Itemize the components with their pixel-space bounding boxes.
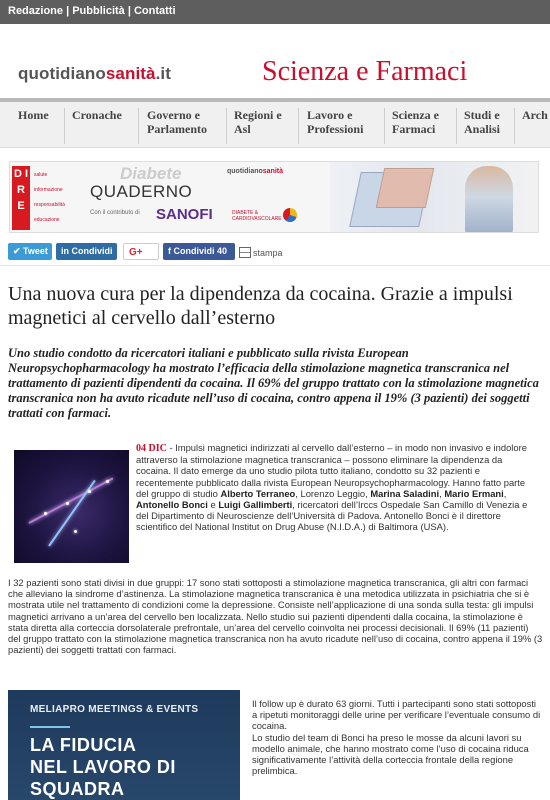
nav-item-lavoro[interactable]: Lavoro e Professioni	[307, 108, 364, 136]
nav-divider	[64, 108, 65, 144]
twitter-bird-icon: ✔	[13, 246, 24, 256]
booklet-image	[376, 168, 435, 208]
top-bar	[0, 0, 550, 24]
article-paragraph-2: I 32 pazienti sono stati divisi in due gruppi: 17 sono stati sottoposti a stimolazione magnetica transcranica, gli altri con farmaci che alleviano la sindrome d’astinenza. La stimolazione magnetica transcranica è una metodica utilizzata in psichiatria che si è mostrata utile nel trattamento di condizioni come la depressione. Consiste nell’applicazione di una sonda sulla testa: gli impulsi magnetici arrivano a un’area del cervello ben localizzata. Nello studio sui pazienti dipendenti dalla cocaina, la stimolazione è stata diretta alla corteccia dorsolaterale prefrontale, un’area del cervello coinvolta nei processi decisionali. Il 69% (11 pazienti) del gruppo trattato con la stimolazione magnetica transcranica non ha avuto ricadute nell’uso di cocaina, contro appena il 19% (3 pazienti) dei soggetti trattati con farmaci.	[8, 577, 543, 656]
nav-item-home[interactable]: Home	[18, 108, 49, 122]
topbar-separator: |	[124, 5, 134, 17]
nav-item-governo[interactable]: Governo e Parlamento	[147, 108, 207, 136]
nav-item-scienza[interactable]: Scienza e Farmaci	[392, 108, 439, 136]
author-name: Marina Saladini	[370, 487, 440, 499]
nav-item-regioni[interactable]: Regioni e Asl	[234, 108, 282, 136]
divider	[0, 265, 550, 266]
tweet-button[interactable]: ✔ Tweet	[8, 243, 52, 260]
nav-divider	[226, 108, 227, 144]
main-nav	[0, 98, 550, 148]
sanofi-mark-icon	[283, 208, 297, 222]
nav-item-cronache[interactable]: Cronache	[72, 108, 122, 122]
article-paragraph-1: 04 DIC - Impulsi magnetici indirizzati al cervello dall’esterno – in modo non invasivo e indolore attraverso la stimolazione magnetica transcranica – possono eliminare la dipendenza da cocaina. Il dato emerge da uno studio pilota tutto italiano, condotto su 32 pazienti e recentemente pubblicato dalla rivista European Neuropsychopharmacology. Hanno fatto parte del gruppo di studio Alberto Terraneo, Lorenzo Leggio, Marina Saladini, Mario Ermani, Antonello Bonci e Luigi Gallimberti, ricercatori dell’Irccs Ospedale San Camillo di Venezia e del Dipartimento di Neuroscienze dell’Università di Padova. Antonello Bonci è il direttore scientifico del National Institut on Drug Abuse (N.I.D.A.) di Baltimora (USA).	[136, 442, 528, 533]
facebook-share-button[interactable]: f Condividi 40	[163, 243, 235, 260]
author-name: Luigi Gallimberti	[218, 499, 293, 511]
author-name: Mario Ermani	[444, 487, 504, 499]
linkedin-icon: in	[61, 246, 72, 256]
sanofi-logo: SANOFI	[156, 206, 213, 223]
article-date: 04 DIC	[136, 443, 167, 454]
ad-divider	[30, 726, 70, 728]
article-paragraph-animal-model: Lo studio del team di Bonci ha preso le mosse da alcuni lavori su modello animale, che hanno mostrato come l’uso di cocaina riduca significativamente l’attività della corteccia frontale della regione prelimbica.	[252, 731, 529, 777]
printer-icon	[239, 247, 251, 258]
nav-divider	[384, 108, 385, 144]
doctor-image	[465, 166, 513, 233]
nav-item-studi[interactable]: Studi e Analisi	[464, 108, 501, 136]
facebook-icon: f	[168, 246, 174, 256]
dire-logo: D I R E	[12, 166, 30, 230]
image-detail	[74, 530, 77, 533]
banner-quaderno: QUADERNO	[90, 182, 193, 201]
article-summary: Uno studio condotto da ricercatori italiani e pubblicato sulla rivista European Neuropsychopharmacology ha mostrato l’efficacia della stimolazione magnetica transcranica nel trattamento di pazienti dipendenti da cocaina. Il 69% del gruppo trattato con la stimolazione magnetica transcranica non ha avuto ricadute nell’uso di cocaina, contro appena il 19% (3 pazienti) dei soggetti trattati con farmaci.	[8, 346, 539, 420]
topbar-link-contatti[interactable]: Contatti	[133, 5, 176, 17]
author-name: Alberto Terraneo	[220, 487, 296, 499]
image-detail	[106, 480, 109, 483]
author-name: Antonello Bonci	[136, 499, 208, 511]
logo-text-3: .it	[155, 64, 172, 83]
logo-text-2: sanità	[105, 64, 156, 83]
image-detail	[44, 512, 47, 515]
article-paragraph-followup: Il follow up è durato 63 giorni. Tutti i partecipanti sono stati sottoposti a ripetuti monitoraggi delle urine per verificare l’eventuale consumo di cocaina.	[252, 698, 541, 732]
banner-qs-logo: quotidianosanità	[227, 168, 284, 175]
ad-headline: LA FIDUCIA NEL LAVORO DI SQUADRA	[30, 735, 176, 799]
nav-item-archivio[interactable]: Arch	[522, 108, 548, 122]
topbar-link-pubblicita[interactable]: Pubblicità	[72, 5, 125, 17]
banner-contrib: Con il contributo di	[90, 210, 140, 216]
article-image	[14, 450, 129, 563]
print-link[interactable]: stampa	[239, 247, 283, 258]
image-detail	[88, 490, 91, 493]
nav-divider	[138, 108, 139, 144]
image-detail	[66, 502, 69, 505]
gplus-button[interactable]: G+	[123, 243, 159, 260]
banner-area: DIABETE & CARDIOVASCOLARE	[232, 210, 282, 222]
nav-divider	[514, 108, 515, 144]
logo-text-1: quotidiano	[18, 64, 106, 83]
nav-divider	[456, 108, 457, 144]
nav-divider	[298, 108, 299, 144]
image-detail	[29, 478, 114, 524]
section-title: Scienza e Farmaci	[262, 56, 468, 87]
linkedin-share-button[interactable]: in Condividi	[56, 243, 117, 260]
article-paragraph-3	[252, 698, 542, 776]
banner-diabete: Diabete	[120, 164, 182, 183]
meliapro-ad[interactable]	[8, 690, 240, 800]
dire-list: salute informazione responsabilità educazione	[34, 172, 65, 223]
ad-label: MELIAPRO MEETINGS & EVENTS	[30, 704, 199, 715]
quaderno-banner[interactable]	[9, 161, 539, 233]
topbar-separator: |	[63, 5, 73, 17]
article-headline: Una nuova cura per la dipendenza da cocaina. Grazie a impulsi magnetici al cervello dall’esterno	[8, 283, 513, 329]
site-logo[interactable]	[18, 64, 171, 84]
topbar-link-redazione[interactable]: Redazione	[8, 5, 64, 17]
